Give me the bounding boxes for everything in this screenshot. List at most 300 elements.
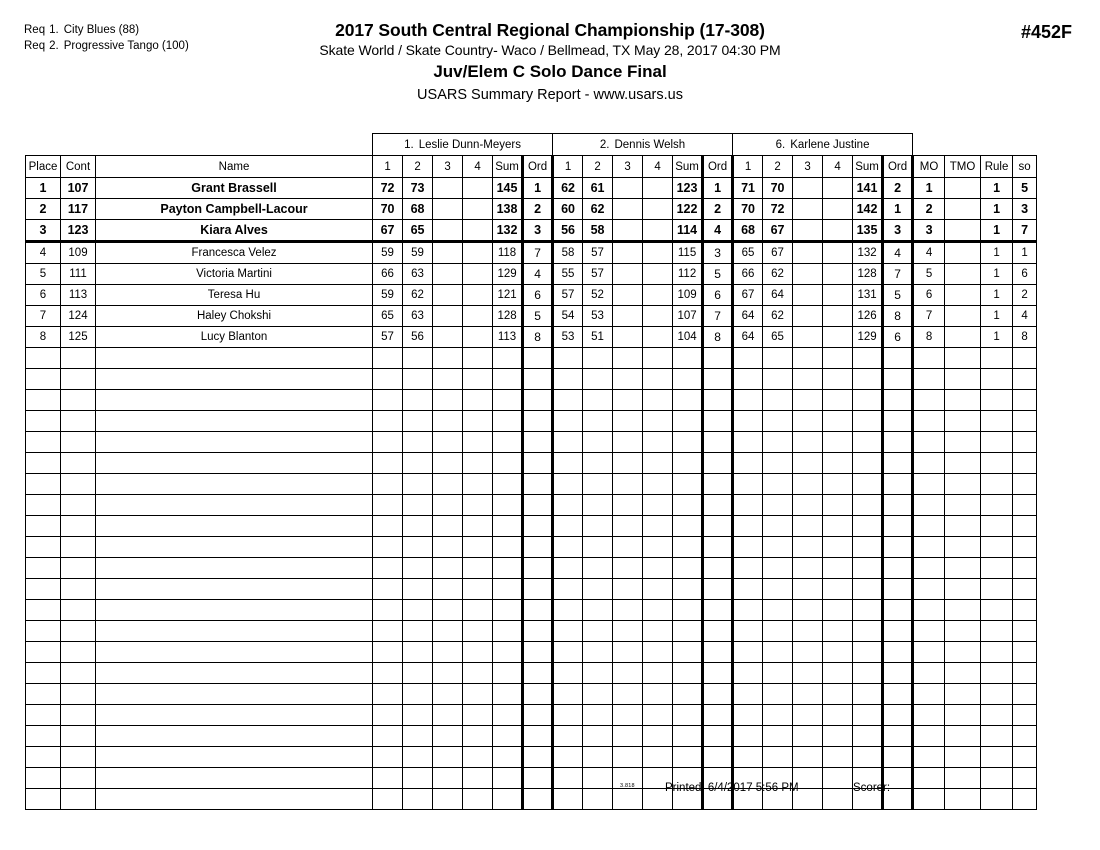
cell-so: 7 xyxy=(1013,220,1037,242)
cell-tmo xyxy=(945,369,981,390)
table-row[interactable] xyxy=(26,369,1037,390)
table-row[interactable] xyxy=(26,726,1037,747)
cell-j2-sum xyxy=(673,411,703,432)
cell-j1-dance4 xyxy=(463,220,493,242)
judge-banner-row xyxy=(26,134,1037,156)
cell-j3-dance1: 71 xyxy=(733,178,763,199)
cell-j3-dance4 xyxy=(823,453,853,474)
column-header-j1-ord: Ord xyxy=(523,156,553,178)
requirement-number: 2. xyxy=(49,40,59,52)
cell-j1-dance3 xyxy=(433,178,463,199)
cell-mo xyxy=(913,369,945,390)
cell-j1-dance2 xyxy=(403,348,433,369)
cell-j3-ord xyxy=(883,663,913,684)
cell-j3-dance3 xyxy=(793,369,823,390)
cell-j2-sum xyxy=(673,747,703,768)
cell-j1-ord xyxy=(523,516,553,537)
cell-so xyxy=(1013,558,1037,579)
cell-j3-dance4 xyxy=(823,390,853,411)
table-row[interactable] xyxy=(26,390,1037,411)
cell-j2-dance1 xyxy=(553,495,583,516)
cell-rule xyxy=(981,600,1013,621)
cell-j2-dance2: 62 xyxy=(583,199,613,220)
cell-j2-dance1 xyxy=(553,390,583,411)
cell-so: 5 xyxy=(1013,178,1037,199)
cell-j3-sum: 126 xyxy=(853,306,883,327)
cell-mo xyxy=(913,663,945,684)
cell-name xyxy=(96,453,373,474)
column-header-j1-dance4: 4 xyxy=(463,156,493,178)
cell-rule xyxy=(981,474,1013,495)
cell-j1-ord xyxy=(523,432,553,453)
cell-tmo xyxy=(945,348,981,369)
cell-j3-dance3 xyxy=(793,474,823,495)
cell-j1-dance1: 59 xyxy=(373,285,403,306)
cell-so xyxy=(1013,474,1037,495)
table-row[interactable] xyxy=(26,495,1037,516)
cell-j1-dance3 xyxy=(433,474,463,495)
cell-j2-dance2 xyxy=(583,537,613,558)
cell-j2-dance1 xyxy=(553,537,583,558)
cell-cont: 125 xyxy=(61,327,96,348)
cell-j1-sum: 145 xyxy=(493,178,523,199)
cell-so: 3 xyxy=(1013,199,1037,220)
cell-j1-dance3 xyxy=(433,516,463,537)
cell-j1-dance1 xyxy=(373,600,403,621)
cell-j1-dance1 xyxy=(373,432,403,453)
cell-rule xyxy=(981,726,1013,747)
cell-j2-sum xyxy=(673,369,703,390)
cell-cont: 124 xyxy=(61,306,96,327)
cell-j1-ord xyxy=(523,621,553,642)
cell-j2-dance4 xyxy=(643,537,673,558)
cell-j3-dance4 xyxy=(823,348,853,369)
cell-place: 7 xyxy=(26,306,61,327)
cell-j3-sum xyxy=(853,495,883,516)
table-row[interactable] xyxy=(26,306,1037,327)
cell-j1-dance3 xyxy=(433,558,463,579)
cell-so xyxy=(1013,516,1037,537)
cell-j3-dance3 xyxy=(793,642,823,663)
cell-so: 1 xyxy=(1013,242,1037,264)
table-row[interactable] xyxy=(26,684,1037,705)
cell-j3-dance3 xyxy=(793,306,823,327)
cell-name xyxy=(96,390,373,411)
judge-header xyxy=(373,134,553,156)
cell-j3-ord xyxy=(883,558,913,579)
cell-j2-dance2 xyxy=(583,747,613,768)
cell-j1-ord: 1 xyxy=(523,178,553,199)
cell-j2-dance2: 57 xyxy=(583,264,613,285)
cell-j1-dance1 xyxy=(373,474,403,495)
cell-j3-ord xyxy=(883,684,913,705)
cell-place: 4 xyxy=(26,242,61,264)
cell-j1-dance4 xyxy=(463,199,493,220)
cell-j1-dance1 xyxy=(373,621,403,642)
cell-place xyxy=(26,516,61,537)
cell-j1-sum xyxy=(493,726,523,747)
cell-j2-dance4 xyxy=(643,411,673,432)
cell-mo xyxy=(913,642,945,663)
cell-place xyxy=(26,747,61,768)
cell-j3-dance2 xyxy=(763,747,793,768)
cell-j1-sum: 128 xyxy=(493,306,523,327)
cell-rule: 1 xyxy=(981,264,1013,285)
cell-j2-dance3 xyxy=(613,705,643,726)
cell-j2-sum xyxy=(673,495,703,516)
cell-name: Lucy Blanton xyxy=(96,327,373,348)
cell-tmo xyxy=(945,264,981,285)
cell-name xyxy=(96,537,373,558)
cell-tmo xyxy=(945,600,981,621)
cell-j3-dance3 xyxy=(793,220,823,242)
cell-j2-dance1 xyxy=(553,453,583,474)
cell-j2-dance3 xyxy=(613,684,643,705)
cell-j2-dance3 xyxy=(613,411,643,432)
cell-j2-ord: 2 xyxy=(703,199,733,220)
cell-name xyxy=(96,495,373,516)
cell-j1-dance2 xyxy=(403,369,433,390)
cell-j1-ord xyxy=(523,600,553,621)
cell-j3-dance3 xyxy=(793,684,823,705)
table-row[interactable] xyxy=(26,220,1037,242)
cell-mo xyxy=(913,558,945,579)
cell-tmo xyxy=(945,390,981,411)
cell-j2-sum xyxy=(673,642,703,663)
cell-name xyxy=(96,516,373,537)
table-row[interactable] xyxy=(26,264,1037,285)
cell-so xyxy=(1013,663,1037,684)
table-row[interactable] xyxy=(26,199,1037,220)
cell-j3-sum: 135 xyxy=(853,220,883,242)
cell-j1-ord xyxy=(523,663,553,684)
cell-j1-dance4 xyxy=(463,306,493,327)
cell-so xyxy=(1013,705,1037,726)
cell-mo: 4 xyxy=(913,242,945,264)
cell-j1-dance3 xyxy=(433,306,463,327)
cell-j3-ord xyxy=(883,726,913,747)
requirement-title: City Blues (88) xyxy=(63,24,140,36)
table-row[interactable] xyxy=(26,453,1037,474)
column-header-place: Place xyxy=(26,156,61,178)
cell-tmo xyxy=(945,327,981,348)
cell-j2-dance2 xyxy=(583,642,613,663)
cell-j2-sum xyxy=(673,348,703,369)
cell-j3-dance4 xyxy=(823,747,853,768)
cell-j1-sum: 129 xyxy=(493,264,523,285)
cell-j3-dance1 xyxy=(733,453,763,474)
column-header-j2-ord: Ord xyxy=(703,156,733,178)
cell-j3-sum xyxy=(853,516,883,537)
cell-place xyxy=(26,432,61,453)
cell-j2-dance2 xyxy=(583,579,613,600)
cell-mo: 6 xyxy=(913,285,945,306)
cell-j2-sum xyxy=(673,432,703,453)
cell-j3-sum xyxy=(853,369,883,390)
cell-name xyxy=(96,558,373,579)
cell-j2-dance1: 62 xyxy=(553,178,583,199)
cell-j3-dance1: 68 xyxy=(733,220,763,242)
cell-j3-ord xyxy=(883,474,913,495)
cell-j3-dance1 xyxy=(733,579,763,600)
cell-name xyxy=(96,621,373,642)
cell-j2-ord xyxy=(703,600,733,621)
column-header-j3-sum: Sum xyxy=(853,156,883,178)
judge-index: 2. xyxy=(599,138,610,151)
cell-name xyxy=(96,642,373,663)
judge-header xyxy=(553,134,733,156)
event-title: 2017 South Central Regional Championship (17-308) xyxy=(335,20,765,40)
cell-j3-ord: 2 xyxy=(883,178,913,199)
cell-j2-dance2 xyxy=(583,474,613,495)
cell-j1-dance2: 73 xyxy=(403,178,433,199)
cell-cont xyxy=(61,558,96,579)
cell-j3-sum xyxy=(853,558,883,579)
cell-mo: 5 xyxy=(913,264,945,285)
table-row[interactable] xyxy=(26,242,1037,264)
venue-datetime-line: Skate World / Skate Country- Waco / Bellmead, TX May 28, 2017 04:30 PM xyxy=(319,42,781,58)
cell-j3-dance2 xyxy=(763,621,793,642)
table-row[interactable] xyxy=(26,747,1037,768)
table-row[interactable] xyxy=(26,705,1037,726)
cell-j3-dance2: 67 xyxy=(763,220,793,242)
cell-j2-sum xyxy=(673,390,703,411)
column-header-cont: Cont xyxy=(61,156,96,178)
cell-j2-dance4 xyxy=(643,369,673,390)
cell-j2-ord: 8 xyxy=(703,327,733,348)
cell-j3-dance4 xyxy=(823,264,853,285)
cell-name xyxy=(96,348,373,369)
cell-j3-dance1: 64 xyxy=(733,327,763,348)
table-row[interactable] xyxy=(26,558,1037,579)
cell-j2-dance3 xyxy=(613,199,643,220)
cell-j2-dance2 xyxy=(583,369,613,390)
report-subtitle: USARS Summary Report - www.usars.us xyxy=(417,87,683,103)
cell-j1-dance2 xyxy=(403,432,433,453)
cell-rule: 1 xyxy=(981,327,1013,348)
cell-tmo xyxy=(945,684,981,705)
cell-j2-dance4 xyxy=(643,178,673,199)
cell-j1-dance4 xyxy=(463,579,493,600)
cell-j1-sum xyxy=(493,474,523,495)
cell-j3-dance3 xyxy=(793,579,823,600)
requirement-number: 1. xyxy=(49,24,59,36)
cell-j3-ord xyxy=(883,747,913,768)
cell-j3-dance2 xyxy=(763,516,793,537)
cell-j2-dance4 xyxy=(643,264,673,285)
cell-j1-dance2: 63 xyxy=(403,264,433,285)
cell-j2-dance1 xyxy=(553,621,583,642)
cell-j3-dance1 xyxy=(733,390,763,411)
cell-j3-dance4 xyxy=(823,621,853,642)
column-header-so: so xyxy=(1013,156,1037,178)
cell-j1-dance3 xyxy=(433,495,463,516)
report-header xyxy=(0,0,1100,118)
table-row[interactable] xyxy=(26,178,1037,199)
cell-j1-dance4 xyxy=(463,348,493,369)
cell-j3-dance2 xyxy=(763,726,793,747)
table-row[interactable] xyxy=(26,411,1037,432)
cell-j2-sum xyxy=(673,600,703,621)
cell-j2-dance3 xyxy=(613,747,643,768)
cell-j2-dance3 xyxy=(613,348,643,369)
cell-j1-sum xyxy=(493,663,523,684)
column-header-j2-dance3: 3 xyxy=(613,156,643,178)
cell-so xyxy=(1013,600,1037,621)
cell-j3-ord: 3 xyxy=(883,220,913,242)
cell-j1-dance2: 63 xyxy=(403,306,433,327)
cell-j2-ord: 7 xyxy=(703,306,733,327)
cell-cont xyxy=(61,516,96,537)
table-row[interactable] xyxy=(26,516,1037,537)
cell-j3-ord xyxy=(883,390,913,411)
cell-j3-dance3 xyxy=(793,411,823,432)
cell-j3-dance3 xyxy=(793,558,823,579)
cell-j3-sum xyxy=(853,453,883,474)
cell-j3-dance4 xyxy=(823,474,853,495)
cell-j1-sum: 121 xyxy=(493,285,523,306)
cell-j2-sum: 115 xyxy=(673,242,703,264)
cell-j3-sum xyxy=(853,642,883,663)
cell-place xyxy=(26,411,61,432)
cell-cont: 107 xyxy=(61,178,96,199)
cell-j2-dance3 xyxy=(613,327,643,348)
cell-j3-sum: 142 xyxy=(853,199,883,220)
cell-rule xyxy=(981,747,1013,768)
cell-j3-dance2 xyxy=(763,663,793,684)
table-row[interactable] xyxy=(26,285,1037,306)
cell-mo xyxy=(913,411,945,432)
cell-so xyxy=(1013,495,1037,516)
cell-j2-dance1 xyxy=(553,684,583,705)
cell-j1-dance3 xyxy=(433,432,463,453)
cell-place xyxy=(26,390,61,411)
table-row[interactable] xyxy=(26,621,1037,642)
cell-j3-dance4 xyxy=(823,369,853,390)
cell-j2-dance4 xyxy=(643,516,673,537)
cell-j1-ord xyxy=(523,579,553,600)
column-header-name: Name xyxy=(96,156,373,178)
cell-j3-dance3 xyxy=(793,705,823,726)
table-row[interactable] xyxy=(26,432,1037,453)
table-row[interactable] xyxy=(26,537,1037,558)
cell-j3-dance1 xyxy=(733,369,763,390)
table-row[interactable] xyxy=(26,348,1037,369)
cell-j3-dance4 xyxy=(823,432,853,453)
cell-rule xyxy=(981,621,1013,642)
cell-j1-dance2 xyxy=(403,705,433,726)
cell-place xyxy=(26,495,61,516)
cell-j3-dance1 xyxy=(733,411,763,432)
cell-j3-dance2: 65 xyxy=(763,327,793,348)
cell-j3-dance1 xyxy=(733,684,763,705)
cell-j1-dance4 xyxy=(463,242,493,264)
cell-j3-dance2 xyxy=(763,348,793,369)
cell-j1-sum xyxy=(493,453,523,474)
cell-rule xyxy=(981,684,1013,705)
cell-j2-dance3 xyxy=(613,306,643,327)
cell-j3-ord xyxy=(883,369,913,390)
cell-j3-dance4 xyxy=(823,306,853,327)
cell-j2-dance1: 60 xyxy=(553,199,583,220)
requirement-label: Req xyxy=(24,24,46,36)
cell-so xyxy=(1013,453,1037,474)
cell-j3-ord: 8 xyxy=(883,306,913,327)
banner-spacer xyxy=(913,134,1037,156)
table-row[interactable] xyxy=(26,579,1037,600)
cell-j2-dance1: 57 xyxy=(553,285,583,306)
cell-j2-sum: 122 xyxy=(673,199,703,220)
table-row[interactable] xyxy=(26,642,1037,663)
cell-j1-dance4 xyxy=(463,327,493,348)
cell-j2-dance4 xyxy=(643,558,673,579)
cell-j3-dance1 xyxy=(733,642,763,663)
cell-j3-dance4 xyxy=(823,705,853,726)
cell-j2-sum xyxy=(673,579,703,600)
cell-j2-dance4 xyxy=(643,663,673,684)
table-row[interactable] xyxy=(26,327,1037,348)
cell-j2-dance1: 55 xyxy=(553,264,583,285)
cell-j1-dance1 xyxy=(373,579,403,600)
cell-j2-ord xyxy=(703,348,733,369)
cell-j2-ord xyxy=(703,663,733,684)
cell-j3-ord: 4 xyxy=(883,242,913,264)
cell-j3-ord xyxy=(883,579,913,600)
cell-j1-sum xyxy=(493,432,523,453)
cell-j3-dance3 xyxy=(793,285,823,306)
table-row[interactable] xyxy=(26,474,1037,495)
cell-j2-sum: 123 xyxy=(673,178,703,199)
cell-j1-dance1 xyxy=(373,558,403,579)
cell-j2-sum: 109 xyxy=(673,285,703,306)
table-row[interactable] xyxy=(26,663,1037,684)
cell-j1-sum xyxy=(493,705,523,726)
cell-j1-sum xyxy=(493,495,523,516)
cell-j1-dance4 xyxy=(463,390,493,411)
cell-j3-dance1 xyxy=(733,495,763,516)
column-header-j3-ord: Ord xyxy=(883,156,913,178)
cell-tmo xyxy=(945,242,981,264)
cell-j1-dance3 xyxy=(433,220,463,242)
cell-j2-dance1 xyxy=(553,474,583,495)
cell-j3-sum xyxy=(853,579,883,600)
cell-j1-dance1: 67 xyxy=(373,220,403,242)
cell-mo xyxy=(913,747,945,768)
cell-mo: 3 xyxy=(913,220,945,242)
table-row[interactable] xyxy=(26,600,1037,621)
cell-j2-ord xyxy=(703,432,733,453)
cell-j2-ord: 1 xyxy=(703,178,733,199)
cell-so: 4 xyxy=(1013,306,1037,327)
cell-rule xyxy=(981,390,1013,411)
cell-so xyxy=(1013,411,1037,432)
cell-mo xyxy=(913,579,945,600)
cell-j2-ord xyxy=(703,516,733,537)
cell-j2-dance3 xyxy=(613,453,643,474)
cell-j3-sum xyxy=(853,747,883,768)
cell-j2-dance4 xyxy=(643,726,673,747)
cell-tmo xyxy=(945,411,981,432)
cell-j2-dance4 xyxy=(643,220,673,242)
cell-j1-ord xyxy=(523,453,553,474)
cell-cont xyxy=(61,684,96,705)
cell-j2-sum: 104 xyxy=(673,327,703,348)
cell-so xyxy=(1013,537,1037,558)
cell-name xyxy=(96,663,373,684)
cell-j3-ord: 7 xyxy=(883,264,913,285)
cell-name: Kiara Alves xyxy=(96,220,373,242)
cell-rule xyxy=(981,369,1013,390)
